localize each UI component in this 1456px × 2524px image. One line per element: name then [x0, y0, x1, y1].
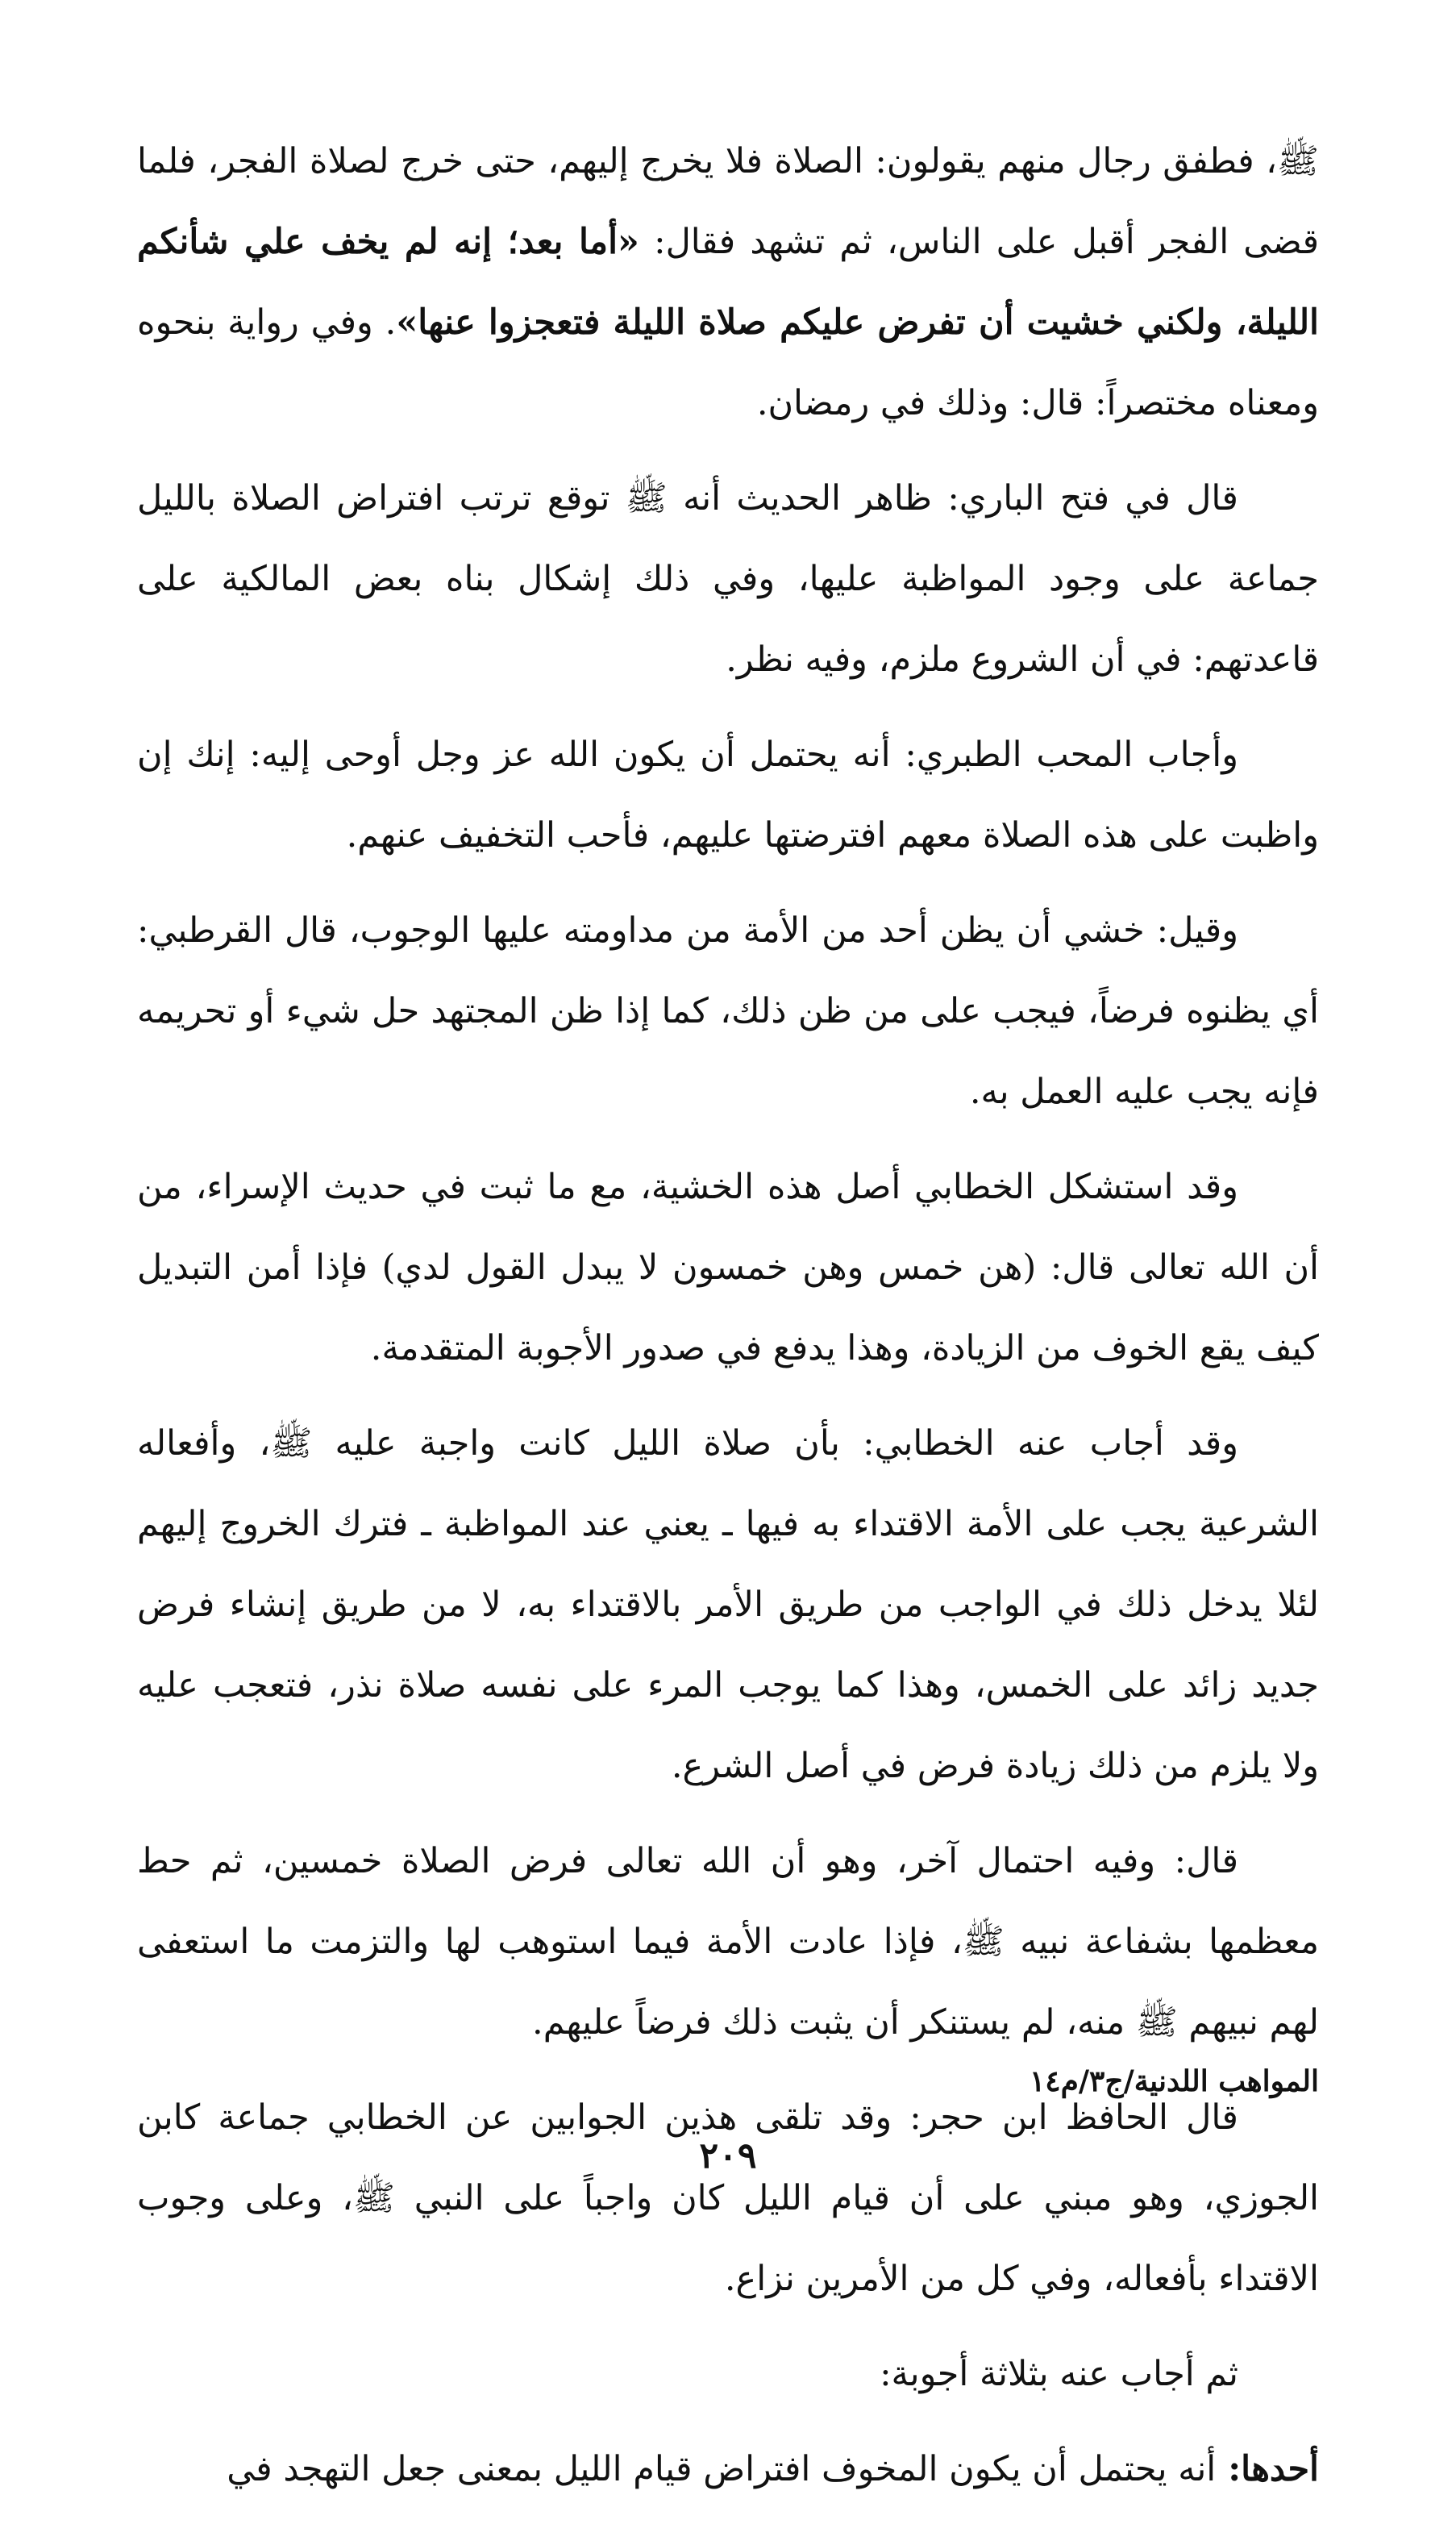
section-heading-first: أحدها:: [1216, 2449, 1319, 2489]
paragraph-first-answer: [137, 2429, 1319, 2509]
text-span: قال الحافظ ابن حجر: وقد تلقى هذين الجوابين عن الخطابي جماعة كابن الجوزي، وهو مبني على أن قيام الليل كان واجباً على النبي ﷺ، وعلى وجوب الاقتداء بأفعاله، وفي كل من الأمرين نزاع.: [137, 2097, 1319, 2299]
paragraph-khattabi-answer: [137, 1403, 1319, 1806]
paragraph-three-answers: [137, 2334, 1319, 2414]
text-span: قال: وفيه احتمال آخر، وهو أن الله تعالى فرض الصلاة خمسين، ثم حط معظمها بشفاعة نبيه ﷺ، فإذا عادت الأمة فيما استوهب لها والتزمت ما استعفى لهم نبيهم ﷺ منه، لم يستنكر أن يثبت ذلك فرضاً عليهم.: [137, 1841, 1319, 2043]
quoted-hadith-text: «أما بعد؛ إنه لم يخف علي شأنكم الليلة، ولكني خشيت أن تفرض عليكم صلاة الليلة فتعجزوا عنها»: [137, 222, 1320, 343]
text-span: ثم أجاب عنه بثلاثة أجوبة:: [880, 2354, 1238, 2394]
paragraph-tabari-answer: [137, 714, 1319, 876]
text-span: وقيل: خشي أن يظن أحد من الأمة من مداومته عليها الوجوب، قال القرطبي: أي يظنوه فرضاً، فيجب على من ظن ذلك، كما إذا ظن المجتهد حل شيء أو تحريمه فإنه يجب عليه العمل به.: [137, 910, 1319, 1112]
text-span: وقد أجاب عنه الخطابي: بأن صلاة الليل كانت واجبة عليه ﷺ، وأفعاله الشرعية يجب على الأمة الاقتداء به فيها ـ يعني عند المواظبة ـ فترك الخروج إليهم لئلا يدخل ذلك في الواجب من طريق الأمر بالاقتداء به، لا من طريق إنشاء فرض جديد زائد على الخمس، وهذا كما يوجب المرء على نفسه صلاة نذر، فتعجب عليه ولا يلزم من ذلك زيادة فرض في أصل الشرع.: [137, 1423, 1319, 1786]
paragraph-khattabi-objection: [137, 1147, 1319, 1389]
paragraph-another-possibility: [137, 1821, 1319, 2063]
text-span: . وفي رواية بنحوه ومعناه مختصراً: قال: وذلك في رمضان.: [137, 302, 1319, 423]
paragraph-qurtubi: [137, 890, 1319, 1132]
paragraph-hadith-continuation: [137, 121, 1319, 444]
paragraph-ibn-hajar: [137, 2077, 1319, 2319]
text-span: وقد استشكل الخطابي أصل هذه الخشية، مع ما ثبت في حديث الإسراء، من أن الله تعالى قال: (هن خمس وهن خمسون لا يبدل القول لدي) فإذا أمن التبديل كيف يقع الخوف من الزيادة، وهذا يدفع في صدور الأجوبة المتقدمة.: [137, 1167, 1319, 1368]
footer-book-reference: المواهب اللدنية/ج٣/م١٤: [1029, 2064, 1319, 2098]
text-span: وأجاب المحب الطبري: أنه يحتمل أن يكون الله عز وجل أوحى إليه: إنك إن واظبت على هذه الصلاة معهم افترضتها عليهم، فأحب التخفيف عنهم.: [137, 735, 1319, 856]
text-span: ﷺ، فطفق رجال منهم يقولون: الصلاة فلا يخرج إليهم، حتى خرج لصلاة الفجر، فلما قضى الفجر أقبل على الناس، ثم تشهد فقال:: [137, 141, 1319, 262]
page-number: ٢٠٩: [699, 2135, 757, 2176]
text-span: أنه يحتمل أن يكون المخوف افتراض قيام الليل بمعنى جعل التهجد في: [227, 2449, 1217, 2489]
text-span: قال في فتح الباري: ظاهر الحديث أنه ﷺ توقع ترتب افتراض الصلاة بالليل جماعة على وجود المواظبة عليها، وفي ذلك إشكال بناه بعض المالكية على قاعدتهم: في أن الشروع ملزم، وفيه نظر.: [137, 478, 1319, 680]
paragraph-fath-al-bari: [137, 458, 1319, 700]
